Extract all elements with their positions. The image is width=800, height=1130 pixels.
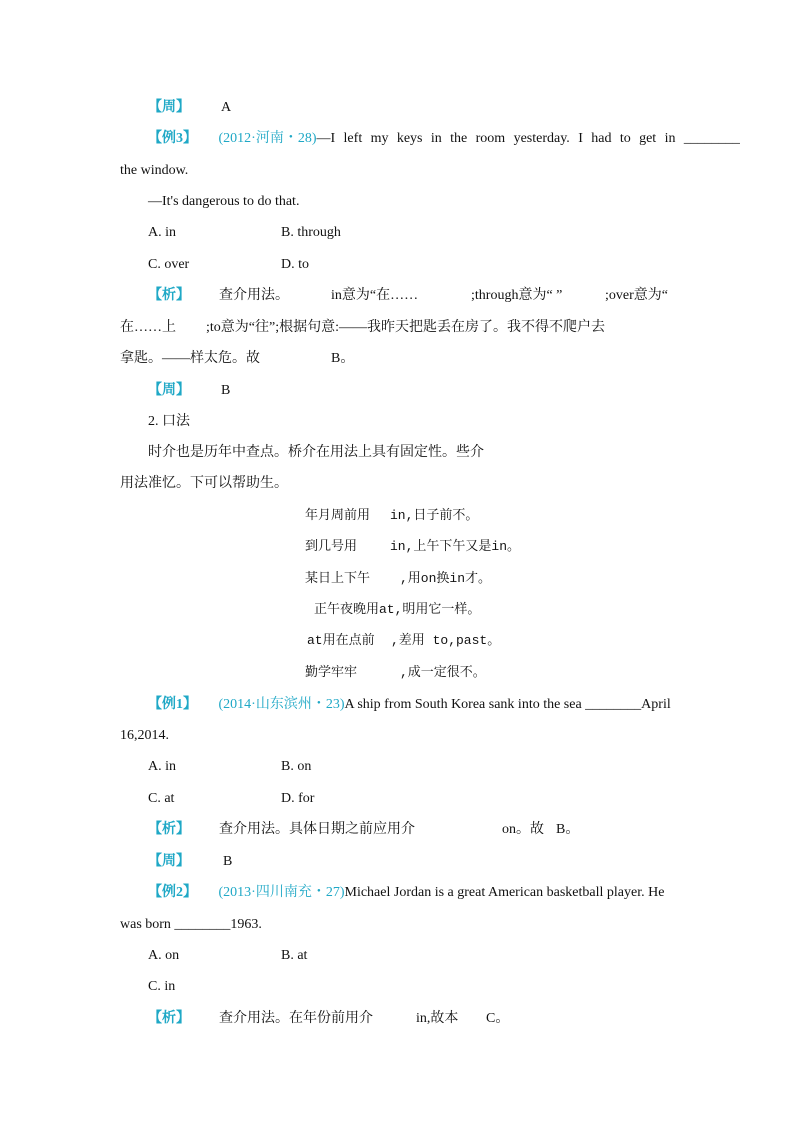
example-tag: 【例2】	[148, 885, 197, 900]
answer-tag: 【周】	[148, 383, 190, 398]
example-3-question-line-1	[148, 129, 740, 149]
analysis-text: 查介用法。在年份前用介	[219, 1011, 373, 1026]
analysis-text: 查介用法。	[219, 288, 289, 303]
question-text: A ship from South Korea sank into the sea ________April	[344, 697, 671, 712]
analysis-tag	[148, 820, 190, 840]
example-1-question-line-2: 16,2014.	[120, 728, 169, 743]
question-word: in	[664, 131, 676, 146]
rhyme-line	[400, 569, 491, 589]
analysis-tag	[148, 1009, 190, 1029]
rhyme-part: 正午夜晚用at,明用它一样。	[314, 602, 481, 617]
rhyme-line	[400, 663, 486, 683]
question-word: in	[430, 131, 442, 146]
example-tag: 【例3】	[148, 131, 197, 146]
question-word: get	[639, 131, 657, 146]
option-c: C. at	[148, 791, 175, 806]
analysis-text: on。故	[502, 822, 544, 837]
rhyme-part: ,成一定很不。	[400, 665, 486, 680]
rhyme-line	[305, 663, 357, 683]
section-intro: 用法准忆。下可以帮助生。	[120, 476, 288, 491]
rhyme-part: 到几号用	[305, 539, 358, 554]
rhyme-line	[305, 537, 357, 557]
example-3-header	[148, 129, 335, 149]
question-word: yesterday.	[513, 131, 570, 146]
answer-tag: 【周】	[148, 854, 190, 869]
analysis-tag-text: 【析】	[148, 1011, 190, 1026]
answer-tag: 【周】	[148, 100, 190, 115]
example-source: (2014·山东滨州・23)	[218, 697, 345, 712]
rhyme-part: 年月周前用	[305, 508, 371, 523]
analysis-tag	[148, 286, 190, 306]
option-d: D. for	[281, 791, 315, 806]
answer-value: B	[223, 854, 233, 869]
option-b: B. on	[281, 759, 312, 774]
rhyme-part: 某日上下午	[305, 571, 371, 586]
rhyme-part: at用在点前	[307, 633, 375, 648]
rhyme-line	[305, 569, 370, 589]
question-word: keys	[396, 131, 423, 146]
analysis-text: 拿匙。——样太危。故	[120, 351, 260, 366]
example-2-question-line-2: was born ________1963.	[120, 917, 262, 932]
example-source: (2013·四川南充・27)	[218, 885, 345, 900]
rhyme-part: in,日子前不。	[390, 508, 479, 523]
question-word: the	[450, 131, 468, 146]
question-word: had	[591, 131, 612, 146]
example-3-question-line-2: the window.	[120, 163, 189, 178]
example-3-reply: —It's dangerous to do that.	[148, 194, 300, 209]
analysis-text: ;to意为“往”;根据句意:——我昨天把匙丢在房了。我不得不爬户去	[206, 320, 605, 335]
answer-line	[148, 98, 231, 118]
answer-line	[148, 381, 230, 401]
analysis-text: B。	[331, 351, 355, 366]
example-source: (2012·河南・28)	[218, 131, 317, 146]
rhyme-line	[390, 506, 478, 526]
rhyme-line	[305, 506, 370, 526]
question-blank: ________	[683, 131, 740, 146]
analysis-text: ;through意为“ ”	[471, 288, 563, 303]
question-text: Michael Jordan is a great American basketball player. He	[344, 885, 665, 900]
analysis-text: in,故本	[416, 1011, 459, 1026]
question-word: to	[619, 131, 631, 146]
option-b: B. at	[281, 948, 308, 963]
option-b: B. through	[281, 225, 341, 240]
option-c: C. over	[148, 257, 190, 272]
option-a: A. in	[148, 759, 176, 774]
option-a: A. in	[148, 225, 176, 240]
answer-value: B	[221, 383, 231, 398]
rhyme-line	[390, 537, 520, 557]
analysis-tag-text: 【析】	[148, 288, 190, 303]
option-a: A. on	[148, 948, 180, 963]
analysis-text: 查介用法。具体日期之前应用介	[219, 822, 415, 837]
answer-value: A	[221, 100, 232, 115]
analysis-text: in意为“在……	[331, 288, 419, 303]
analysis-text: 在……上	[120, 320, 176, 335]
rhyme-line	[391, 631, 500, 651]
rhyme-line	[314, 600, 480, 620]
example-2-question-line-1	[148, 883, 664, 903]
rhyme-line	[307, 631, 375, 651]
question-word: my	[370, 131, 389, 146]
question-word: —I	[316, 131, 336, 146]
analysis-text: C。	[486, 1011, 510, 1026]
rhyme-part: 勤学牢牢	[305, 665, 358, 680]
analysis-text: B。	[556, 822, 580, 837]
example-1-question-line-1	[148, 695, 671, 715]
question-word: I	[578, 131, 583, 146]
analysis-tag-text: 【析】	[148, 822, 190, 837]
option-c: C. in	[148, 979, 176, 994]
example-tag: 【例1】	[148, 697, 197, 712]
answer-line	[148, 852, 232, 872]
analysis-text: ;over意为“	[605, 288, 668, 303]
rhyme-part: ,差用 to,past。	[391, 633, 501, 648]
question-word: room	[475, 131, 506, 146]
section-heading: 2. 口法	[148, 414, 190, 429]
option-d: D. to	[281, 257, 309, 272]
question-word: left	[343, 131, 363, 146]
rhyme-part: in,上午下午又是in。	[390, 539, 521, 554]
rhyme-part: ,用on换in才。	[400, 571, 492, 586]
section-intro: 时介也是历年中查点。桥介在用法上具有固定性。些介	[148, 445, 484, 460]
